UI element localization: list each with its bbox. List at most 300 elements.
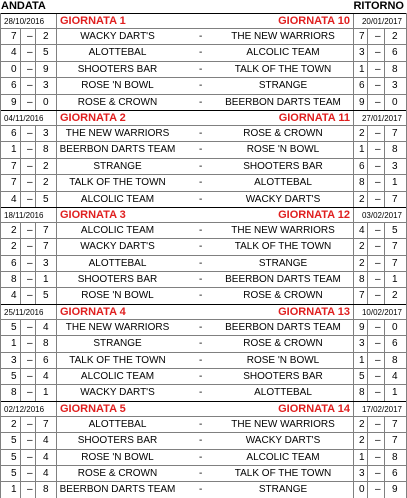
column-divider (384, 45, 385, 60)
score-separator: – (375, 484, 381, 496)
score-separator: – (27, 80, 33, 92)
home-team: ALOTTEBAL (88, 257, 147, 269)
column-divider (367, 450, 368, 465)
match-row (1, 449, 406, 465)
ritorno-score-home: 1 (359, 354, 365, 366)
score-separator: – (375, 80, 381, 92)
ritorno-score-away: 3 (392, 160, 398, 172)
home-team: WACKY DART'S (80, 387, 155, 399)
column-divider (20, 353, 21, 368)
andata-heading: ANDATA (1, 0, 46, 12)
column-divider (367, 175, 368, 190)
away-team: ALCOLIC TEAM (246, 451, 320, 463)
column-divider (384, 385, 385, 400)
column-divider (384, 62, 385, 77)
column-divider (384, 29, 385, 44)
andata-score-home: 6 (11, 257, 17, 269)
column-divider (20, 466, 21, 481)
ritorno-score-away: 7 (392, 193, 398, 205)
ritorno-score-home: 8 (359, 177, 365, 189)
andata-score-home: 8 (11, 274, 17, 286)
ritorno-score-home: 6 (359, 80, 365, 92)
andata-score-home: 4 (11, 193, 17, 205)
score-separator: – (375, 193, 381, 205)
giornata-ritorno-title: GIORNATA 14 (278, 402, 350, 415)
column-divider (35, 288, 36, 303)
column-divider (384, 78, 385, 93)
column-divider (384, 466, 385, 481)
match-row (1, 44, 406, 60)
home-team: ALCOLIC TEAM (80, 193, 155, 205)
away-team: BEERBON DARTS TEAM (225, 321, 341, 333)
column-divider (20, 320, 21, 335)
column-divider (367, 45, 368, 60)
column-divider (35, 466, 36, 481)
column-divider (35, 29, 36, 44)
column-divider (20, 159, 21, 174)
andata-score-home: 1 (11, 484, 17, 496)
ritorno-score-home: 3 (359, 47, 365, 59)
giornata-andata-title: GIORNATA 2 (60, 111, 126, 124)
column-divider (353, 336, 354, 351)
andata-score-home: 9 (11, 96, 17, 108)
column-divider (353, 126, 354, 141)
score-separator: – (27, 371, 33, 383)
match-row (1, 416, 406, 432)
column-divider (353, 208, 354, 222)
giornata-block (1, 304, 406, 401)
column-divider (353, 62, 354, 77)
column-divider (353, 369, 354, 384)
andata-score-away: 2 (43, 177, 49, 189)
ritorno-score-away: 1 (392, 177, 398, 189)
ritorno-date: 03/02/2017 (361, 210, 402, 220)
column-divider (35, 62, 36, 77)
column-divider (56, 126, 57, 141)
ritorno-score-away: 4 (392, 371, 398, 383)
column-divider (20, 272, 21, 287)
column-divider (353, 159, 354, 174)
home-team: ROSE 'N BOWL (81, 451, 154, 463)
andata-date: 25/11/2016 (4, 307, 44, 317)
block-header (1, 304, 406, 319)
ritorno-score-home: 6 (359, 160, 365, 172)
column-divider (35, 142, 36, 157)
andata-score-away: 6 (43, 354, 49, 366)
score-separator: – (375, 321, 381, 333)
home-team: THE NEW WARRIORS (65, 127, 170, 139)
away-team: TALK OF THE TOWN (234, 63, 332, 75)
column-divider (35, 45, 36, 60)
home-team: ROSE 'N BOWL (81, 80, 154, 92)
column-divider (56, 223, 57, 238)
score-separator: – (27, 290, 33, 302)
ritorno-score-away: 7 (392, 418, 398, 430)
ritorno-score-home: 8 (359, 387, 365, 399)
column-divider (56, 208, 57, 222)
versus-dash: - (199, 96, 203, 108)
ritorno-score-home: 2 (359, 257, 365, 269)
andata-score-away: 3 (43, 80, 49, 92)
versus-dash: - (199, 290, 203, 302)
column-divider (20, 433, 21, 448)
andata-score-home: 7 (11, 177, 17, 189)
ritorno-score-away: 8 (392, 354, 398, 366)
column-divider (384, 417, 385, 432)
ritorno-score-away: 8 (392, 63, 398, 75)
column-divider (353, 417, 354, 432)
versus-dash: - (199, 451, 203, 463)
andata-date: 28/10/2016 (4, 17, 45, 26)
ritorno-date: 17/02/2017 (361, 404, 402, 414)
ritorno-score-away: 0 (392, 321, 398, 333)
column-divider (56, 336, 57, 351)
ritorno-score-home: 9 (359, 321, 365, 333)
column-divider (353, 239, 354, 254)
column-divider (56, 305, 57, 319)
andata-score-home: 5 (11, 435, 17, 447)
andata-score-away: 0 (43, 96, 49, 108)
match-row (1, 335, 406, 351)
ritorno-score-away: 8 (392, 144, 398, 156)
match-row (1, 158, 406, 174)
ritorno-score-home: 5 (359, 371, 365, 383)
ritorno-score-home: 2 (359, 241, 365, 253)
ritorno-score-home: 2 (359, 418, 365, 430)
score-separator: – (27, 418, 33, 430)
andata-score-away: 1 (43, 387, 49, 399)
column-divider (384, 126, 385, 141)
andata-score-home: 5 (11, 321, 17, 333)
away-team: WACKY DART'S (245, 193, 321, 205)
away-team: ROSE 'N BOWL (246, 354, 320, 366)
andata-score-away: 5 (43, 47, 49, 59)
score-separator: – (375, 257, 381, 269)
ritorno-score-away: 6 (392, 47, 398, 59)
column-divider (56, 402, 57, 416)
column-divider (56, 466, 57, 481)
match-row (1, 384, 406, 400)
column-divider (367, 272, 368, 287)
andata-score-home: 2 (11, 224, 17, 236)
home-team: SHOOTERS BAR (77, 435, 158, 447)
match-row (1, 28, 406, 44)
match-row (1, 125, 406, 141)
column-divider (353, 45, 354, 60)
giornata-andata-title: GIORNATA 3 (60, 208, 126, 221)
column-divider (35, 385, 36, 400)
giornata-block (1, 401, 406, 498)
score-separator: – (27, 257, 33, 269)
score-separator: – (375, 31, 381, 42)
score-separator: – (375, 96, 381, 108)
column-divider (20, 95, 21, 110)
score-separator: – (375, 274, 381, 286)
score-separator: – (27, 435, 33, 447)
versus-dash: - (199, 371, 203, 383)
column-divider (353, 305, 354, 319)
ritorno-score-home: 3 (359, 467, 365, 479)
column-divider (367, 142, 368, 157)
andata-score-away: 5 (43, 193, 49, 205)
column-divider (35, 95, 36, 110)
column-divider (384, 142, 385, 157)
giornata-ritorno-title: GIORNATA 12 (278, 208, 350, 221)
andata-score-home: 7 (11, 31, 17, 42)
column-divider (353, 192, 354, 207)
away-team: SHOOTERS BAR (243, 160, 323, 172)
match-row (1, 141, 406, 157)
column-divider (353, 95, 354, 110)
column-divider (367, 336, 368, 351)
score-separator: – (27, 338, 33, 350)
versus-dash: - (199, 387, 203, 399)
score-separator: – (375, 451, 381, 463)
column-divider (20, 29, 21, 44)
away-team: THE NEW WARRIORS (231, 418, 335, 430)
match-row (1, 191, 406, 207)
column-divider (56, 29, 57, 44)
away-team: STRANGE (258, 80, 308, 92)
andata-score-away: 4 (43, 467, 49, 479)
score-separator: – (27, 467, 33, 479)
column-divider (384, 95, 385, 110)
home-team: ALCOLIC TEAM (80, 224, 155, 236)
versus-dash: - (199, 47, 203, 59)
home-team: TALK OF THE TOWN (69, 354, 166, 366)
column-divider (56, 95, 57, 110)
column-divider (20, 126, 21, 141)
score-separator: – (27, 484, 33, 496)
column-divider (56, 450, 57, 465)
andata-score-away: 5 (43, 290, 49, 302)
column-divider (20, 288, 21, 303)
versus-dash: - (199, 127, 203, 139)
versus-dash: - (199, 321, 203, 333)
column-divider (384, 175, 385, 190)
andata-date: 02/12/2016 (4, 404, 45, 414)
versus-dash: - (199, 418, 203, 430)
column-divider (56, 192, 57, 207)
column-divider (56, 239, 57, 254)
versus-dash: - (199, 354, 203, 366)
column-divider (367, 417, 368, 432)
away-team: BEERBON DARTS TEAM (225, 96, 341, 108)
column-divider (35, 192, 36, 207)
column-divider (384, 223, 385, 238)
match-row (1, 368, 406, 384)
column-divider (56, 14, 57, 28)
score-separator: – (375, 418, 381, 430)
ritorno-score-away: 1 (392, 274, 398, 286)
away-team: BEERBON DARTS TEAM (225, 274, 341, 286)
column-divider (35, 433, 36, 448)
home-team: SHOOTERS BAR (77, 274, 158, 286)
away-team: ROSE & CROWN (243, 290, 323, 302)
ritorno-score-home: 1 (359, 144, 365, 156)
match-row (1, 94, 406, 110)
column-divider (367, 369, 368, 384)
column-divider (353, 256, 354, 271)
versus-dash: - (199, 435, 203, 447)
away-team: ROSE 'N BOWL (246, 144, 320, 156)
giornata-ritorno-title: GIORNATA 10 (278, 15, 350, 27)
column-divider (35, 272, 36, 287)
giornata-andata-title: GIORNATA 4 (60, 305, 126, 318)
column-divider (20, 450, 21, 465)
ritorno-date: 20/01/2017 (361, 17, 402, 26)
score-separator: – (375, 47, 381, 59)
andata-score-away: 4 (43, 451, 49, 463)
score-separator: – (27, 451, 33, 463)
column-divider (367, 223, 368, 238)
versus-dash: - (199, 274, 203, 286)
column-divider (353, 142, 354, 157)
ritorno-score-away: 1 (392, 387, 398, 399)
score-separator: – (375, 63, 381, 75)
column-divider (367, 466, 368, 481)
column-divider (367, 159, 368, 174)
away-team: TALK OF THE TOWN (234, 467, 332, 479)
andata-score-away: 4 (43, 321, 49, 333)
giornata-block (1, 13, 406, 110)
ritorno-score-home: 2 (359, 193, 365, 205)
sheet-header (0, 0, 407, 13)
away-team: STRANGE (258, 257, 308, 269)
column-divider (35, 126, 36, 141)
block-header (1, 207, 406, 222)
column-divider (20, 256, 21, 271)
block-header (1, 401, 406, 416)
away-team: ROSE & CROWN (243, 127, 323, 139)
column-divider (353, 111, 354, 125)
home-team: WACKY DART'S (80, 241, 155, 253)
andata-score-home: 6 (11, 80, 17, 92)
column-divider (384, 450, 385, 465)
column-divider (35, 256, 36, 271)
column-divider (35, 223, 36, 238)
andata-score-home: 6 (11, 127, 17, 139)
away-team: THE NEW WARRIORS (231, 224, 335, 236)
ritorno-score-away: 9 (392, 484, 398, 496)
versus-dash: - (199, 484, 203, 496)
column-divider (367, 192, 368, 207)
column-divider (384, 272, 385, 287)
andata-score-home: 5 (11, 371, 17, 383)
column-divider (367, 433, 368, 448)
column-divider (56, 111, 57, 125)
ritorno-score-home: 7 (359, 290, 365, 302)
column-divider (35, 320, 36, 335)
column-divider (20, 175, 21, 190)
score-separator: – (27, 47, 33, 59)
score-separator: – (27, 354, 33, 366)
versus-dash: - (199, 31, 203, 42)
andata-date: 04/11/2016 (4, 113, 44, 123)
ritorno-score-home: 2 (359, 435, 365, 447)
home-team: ROSE & CROWN (77, 467, 158, 479)
score-separator: – (375, 338, 381, 350)
column-divider (353, 288, 354, 303)
match-row (1, 319, 406, 335)
score-separator: – (27, 31, 33, 42)
ritorno-date: 27/01/2017 (361, 113, 402, 123)
column-divider (367, 353, 368, 368)
fixtures-table (0, 13, 407, 498)
column-divider (56, 159, 57, 174)
score-separator: – (27, 321, 33, 333)
ritorno-score-away: 8 (392, 451, 398, 463)
column-divider (56, 45, 57, 60)
column-divider (353, 14, 354, 28)
ritorno-score-away: 7 (392, 257, 398, 269)
andata-score-away: 8 (43, 144, 49, 156)
ritorno-score-away: 6 (392, 338, 398, 350)
versus-dash: - (199, 257, 203, 269)
versus-dash: - (199, 467, 203, 479)
column-divider (367, 78, 368, 93)
column-divider (35, 336, 36, 351)
score-separator: – (375, 387, 381, 399)
column-divider (353, 466, 354, 481)
column-divider (20, 142, 21, 157)
column-divider (56, 142, 57, 157)
giornata-andata-title: GIORNATA 5 (60, 402, 126, 415)
match-row (1, 352, 406, 368)
ritorno-score-away: 2 (392, 31, 398, 42)
score-separator: – (27, 96, 33, 108)
andata-score-home: 5 (11, 451, 17, 463)
column-divider (367, 29, 368, 44)
match-row (1, 222, 406, 238)
home-team: ALCOLIC TEAM (80, 371, 155, 383)
score-separator: – (375, 160, 381, 172)
column-divider (353, 402, 354, 416)
score-separator: – (27, 193, 33, 205)
andata-score-home: 1 (11, 144, 17, 156)
column-divider (35, 175, 36, 190)
andata-score-away: 7 (43, 241, 49, 253)
column-divider (353, 450, 354, 465)
column-divider (353, 353, 354, 368)
away-team: THE NEW WARRIORS (231, 31, 335, 42)
andata-score-away: 7 (43, 224, 49, 236)
ritorno-score-away: 2 (392, 290, 398, 302)
column-divider (56, 62, 57, 77)
column-divider (384, 320, 385, 335)
ritorno-date: 10/02/2017 (361, 307, 402, 317)
versus-dash: - (199, 80, 203, 92)
match-row (1, 481, 406, 497)
home-team: BEERBON DARTS TEAM (59, 144, 176, 156)
match-row (1, 465, 406, 481)
column-divider (56, 385, 57, 400)
andata-score-home: 1 (11, 338, 17, 350)
home-team: THE NEW WARRIORS (65, 321, 170, 333)
home-team: ROSE 'N BOWL (81, 290, 154, 302)
ritorno-score-home: 1 (359, 63, 365, 75)
column-divider (353, 223, 354, 238)
score-separator: – (27, 160, 33, 172)
column-divider (384, 353, 385, 368)
score-separator: – (375, 177, 381, 189)
away-team: SHOOTERS BAR (243, 371, 323, 383)
home-team: SHOOTERS BAR (77, 63, 158, 75)
match-row (1, 61, 406, 77)
versus-dash: - (199, 177, 203, 189)
column-divider (56, 320, 57, 335)
column-divider (384, 336, 385, 351)
